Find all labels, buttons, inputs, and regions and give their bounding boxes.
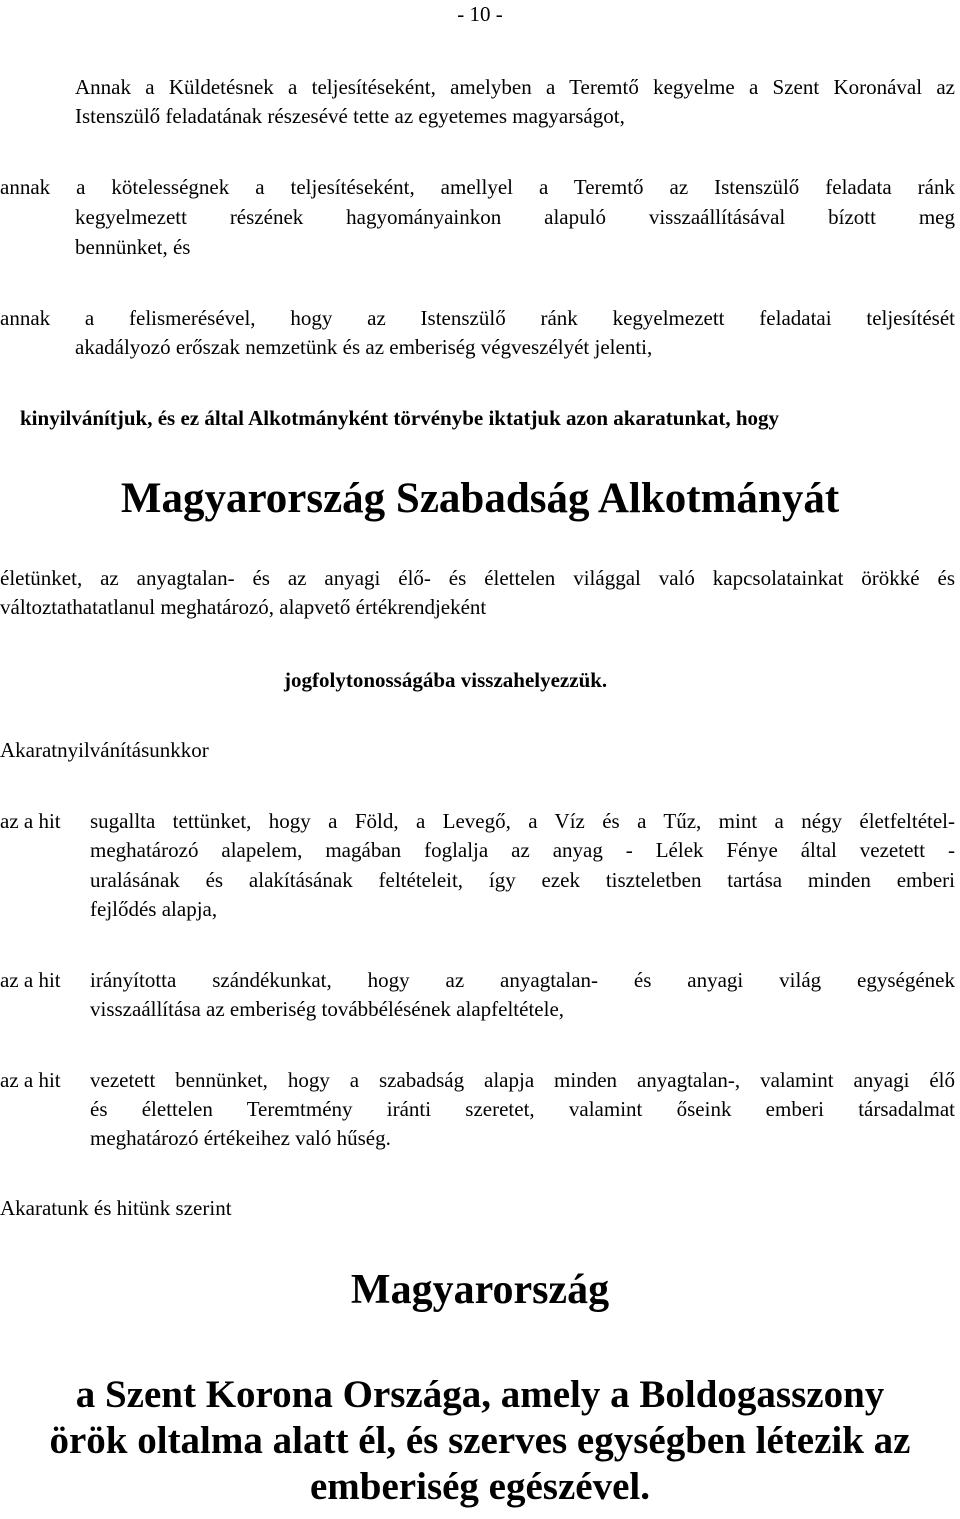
paragraph-2-line-3: bennünket, és	[75, 235, 191, 259]
faith-3-label: az a hit	[0, 1068, 61, 1092]
restore-line: jogfolytonosságába visszahelyezzük.	[284, 668, 608, 692]
paragraph-3-line-2: akadályozó erőszak nemzetünk és az emberiség végveszélyét jelenti,	[75, 335, 653, 359]
closing-line-3: emberiség egészével.	[310, 1465, 650, 1508]
closing-line-2: örök oltalma alatt él, és szerves egységben létezik az	[49, 1419, 911, 1462]
faith-2-label: az a hit	[0, 968, 61, 992]
closing-line-1: a Szent Korona Országa, amely a Boldogasszony	[75, 1373, 885, 1416]
faith-2-line-2: visszaállítása az emberiség továbbélésének alapfeltétele,	[90, 997, 565, 1021]
magyarorszag-title: Magyarország	[350, 1267, 610, 1313]
faith-1-label: az a hit	[0, 809, 61, 833]
faith-1-line-3: uralásának és alakításának feltételeit, így ezek tiszteletben tartása minden emberi	[90, 868, 955, 892]
akaratunk-line: Akaratunk és hitünk szerint	[0, 1196, 232, 1220]
akaratnyilvanitas-line: Akaratnyilvánításunkkor	[0, 738, 209, 762]
faith-1-line-4: fejlődés alapja,	[90, 897, 218, 921]
page-number: - 10 -	[457, 2, 503, 26]
paragraph-3-line-1: annak a felismerésével, hogy az Istenszülő ránk kegyelmezett feladatai teljesítését	[0, 306, 955, 330]
faith-3-line-2: és élettelen Teremtmény iránti szeretet, valamint őseink emberi társadalmat	[90, 1097, 955, 1121]
paragraph-4-line-1: életünket, az anyagtalan- és az anyagi élő- és élettelen világgal való kapcsolatainkat örökké és	[0, 566, 955, 590]
constitution-title: Magyarország Szabadság Alkotmányát	[120, 475, 840, 522]
paragraph-1-line-1: Annak a Küldetésnek a teljesítéseként, amelyben a Teremtő kegyelme a Szent Koronával az	[75, 75, 955, 99]
faith-1-line-1: sugallta tettünket, hogy a Föld, a Levegő, a Víz és a Tűz, mint a négy életfeltétel-	[90, 809, 955, 833]
faith-3-line-1: vezetett bennünket, hogy a szabadság alapja minden anyagtalan-, valamint anyagi élő	[90, 1068, 955, 1092]
paragraph-2-line-1: annak a kötelességnek a teljesítéseként, amellyel a Teremtő az Istenszülő feladata ránk	[0, 175, 955, 199]
declaration-line: kinyilvánítjuk, és ez által Alkotmányként törvénybe iktatjuk azon akaratunkat, hogy	[20, 406, 779, 430]
faith-2-line-1: irányította szándékunkat, hogy az anyagtalan- és anyagi világ egységének	[90, 968, 955, 992]
paragraph-2-line-2: kegyelmezett részének hagyományainkon alapuló visszaállításával bízott meg	[75, 205, 955, 229]
paragraph-4-line-2: változtathatatlanul meghatározó, alapvető értékrendjeként	[0, 595, 487, 619]
paragraph-1-line-2: Istenszülő feladatának részesévé tette az egyetemes magyarságot,	[75, 104, 625, 128]
faith-1-line-2: meghatározó alapelem, magában foglalja az anyag - Lélek Fénye által vezetett -	[90, 838, 955, 862]
faith-3-line-3: meghatározó értékeihez való hűség.	[90, 1126, 391, 1150]
closing-statement	[0, 1372, 960, 1510]
